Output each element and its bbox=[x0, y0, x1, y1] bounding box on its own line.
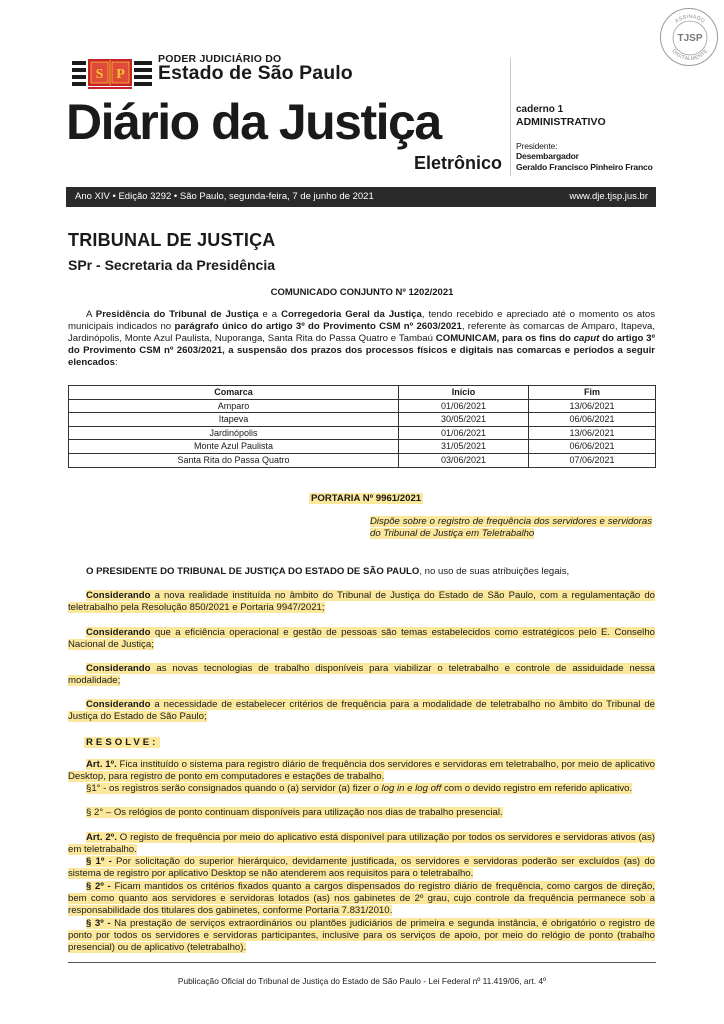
portaria-title: PORTARIA Nº 9961/2021 bbox=[311, 493, 422, 504]
cell-inicio: 03/06/2021 bbox=[399, 453, 529, 467]
col-header-inicio: Início bbox=[399, 386, 529, 400]
considerando-paragraph: Considerando que a eficiência operacional e gestão de pessoas são temas estabelecidos como estratégicos pelo E. Conselho Nacional de Justiça; bbox=[68, 627, 655, 651]
considerando-paragraph: Considerando as novas tecnologias de trabalho disponíveis para viabilizar o teletrabalho e controle de assiduidade nessa modalidade; bbox=[68, 663, 655, 687]
president-block bbox=[516, 141, 653, 172]
president-title: Desembargador bbox=[516, 151, 579, 162]
footer-text: Publicação Oficial do Tribunal de Justiça do Estado de São Paulo - Lei Federal nº 11.419/06, art. 4º bbox=[177, 976, 547, 986]
considerando-paragraph: Considerando a nova realidade instituída no âmbito do Tribunal de Justiça do Estado de São Paulo, com a regulamentação do teletrabalho pela Resolução 850/2021 e Portaria 9947/2021; bbox=[68, 590, 655, 614]
cell-fim: 06/06/2021 bbox=[529, 440, 656, 454]
article-1-paragraph-2: § 2° – Os relógios de ponto continuam disponíveis para utilização nos dias de trabalho presencial. bbox=[86, 807, 503, 818]
president-label: Presidente: bbox=[516, 141, 558, 151]
table-row bbox=[69, 399, 656, 413]
article-2-paragraph-3: § 3º - Na prestação de serviços extraordinários ou plantões judiciários de primeira e segunda instância, é obrigatório o registro de ponto por todos os servidores e servidoras participantes, inclusive para os serviços de apoio, por meio do relógio de ponto (trabalho presencial) ou de aplicativo (teletrabalho). bbox=[68, 918, 656, 954]
col-header-fim: Fim bbox=[529, 386, 656, 400]
org-line-1: PODER JUDICIÁRIO DO bbox=[158, 53, 282, 65]
considerando-paragraph: Considerando a necessidade de estabelecer critérios de frequência para a modalidade de teletrabalho no âmbito do Tribunal de Justiça do Estado de São Paulo; bbox=[68, 699, 655, 723]
cell-comarca: Itapeva bbox=[69, 413, 399, 427]
cell-fim: 13/06/2021 bbox=[529, 426, 656, 440]
comarcas-table bbox=[68, 385, 656, 468]
org-line-2: Estado de São Paulo bbox=[158, 62, 353, 84]
cell-comarca: Amparo bbox=[69, 399, 399, 413]
digital-signature-seal bbox=[660, 8, 718, 66]
portaria-ementa: Dispõe sobre o registro de frequência dos servidores e servidoras do Tribunal de Justiça em Teletrabalho bbox=[370, 516, 652, 540]
resolve-heading: RESOLVE: bbox=[86, 737, 159, 748]
cell-inicio: 30/05/2021 bbox=[399, 413, 529, 427]
footer-divider bbox=[68, 962, 656, 963]
table-row bbox=[69, 453, 656, 467]
article-2-paragraph-2: § 2º - Ficam mantidos os critérios fixados quanto a cargos dispensados do registro diário de frequência, como cargos de direção, bem como quanto aos servidores e servidoras lotados (as) nos gabinetes de 2º grau, cujo controle da frequência permanece sob a responsabilidade dos titulares dos gabinetes, conforme Portaria 7.831/2010. bbox=[68, 881, 655, 917]
section-subtitle: SPr - Secretaria da Presidência bbox=[68, 257, 275, 273]
caderno-number: caderno 1 bbox=[516, 104, 564, 115]
cell-comarca: Jardinópolis bbox=[69, 426, 399, 440]
comunicado-paragraph: A Presidência do Tribunal de Justiça e a Corregedoria Geral da Justiça, tendo recebido e apreciado até o momento os atos municipais indicados no parágrafo único do artigo 3º do Provimento CSM nº 2603/2021, referente às comarcas de Amparo, Itapeva, Jardinópolis, Monte Azul Paulista, Nuporanga, Santa Rita do Passa Quatro e Tambaú COMUNICAM, para os fins do caput do artigo 3º do Provimento CSM nº 2603/2021, a suspensão dos prazos dos processos físicos e digitais nas comarcas e períodos a seguir elencados: bbox=[68, 309, 656, 369]
col-header-comarca: Comarca bbox=[69, 386, 399, 400]
article-1: Art. 1º. Fica instituído o sistema para registro diário de frequência dos servidores e servidoras em teletrabalho, por meio de aplicativo Desktop, para registro de ponto em computadores e estações de trabalho. bbox=[68, 759, 655, 783]
svg-text:ASSINADO bbox=[674, 14, 706, 25]
article-1-paragraph-1: §1° - os registros serão consignados quando o (a) servidor (a) fizer o log in e log off com o devido registro em referido aplicativo. bbox=[86, 783, 633, 794]
svg-text:S: S bbox=[95, 67, 104, 82]
article-2-paragraph-1: § 1º - Por solicitação do superior hierárquico, devidamente justificada, os servidores e servidoras poderão ser excluídos (as) do sistema de registro por aplicativo Desktop se não atenderem aos requisitos para o teletrabalho. bbox=[68, 856, 655, 880]
seal-center-text: TJSP bbox=[677, 33, 703, 44]
section-title: TRIBUNAL DE JUSTIÇA bbox=[68, 230, 276, 250]
president-name: Geraldo Francisco Pinheiro Franco bbox=[516, 161, 653, 172]
comunicado-title: COMUNICADO CONJUNTO Nº 1202/2021 bbox=[270, 287, 454, 298]
caderno-label bbox=[516, 104, 606, 128]
cell-fim: 07/06/2021 bbox=[529, 453, 656, 467]
journal-title: Diário da Justiça bbox=[66, 94, 441, 150]
seal-bottom-text: DIGITALMENTE bbox=[670, 48, 710, 63]
cell-fim: 13/06/2021 bbox=[529, 399, 656, 413]
table-header-row bbox=[69, 386, 656, 400]
article-2: Art. 2º. O registo de frequência por meio do aplicativo está disponível para utilização por todos os servidores e servidoras ativos (as) em teletrabalho. bbox=[68, 832, 656, 856]
cell-inicio: 31/05/2021 bbox=[399, 440, 529, 454]
site-url[interactable]: www.dje.tjsp.jus.br bbox=[569, 191, 648, 202]
cell-comarca: Monte Azul Paulista bbox=[69, 440, 399, 454]
cell-fim: 06/06/2021 bbox=[529, 413, 656, 427]
tjsp-emblem-logo bbox=[72, 54, 152, 90]
header-divider bbox=[510, 58, 511, 176]
table-row bbox=[69, 413, 656, 427]
edition-info: Ano XIV • Edição 3292 • São Paulo, segunda-feira, 7 de junho de 2021 bbox=[75, 191, 374, 202]
cell-comarca: Santa Rita do Passa Quatro bbox=[69, 453, 399, 467]
edition-bar bbox=[66, 187, 656, 207]
caderno-name: ADMINISTRATIVO bbox=[516, 115, 606, 128]
table-row bbox=[69, 440, 656, 454]
cell-inicio: 01/06/2021 bbox=[399, 399, 529, 413]
portaria-preamble: O PRESIDENTE DO TRIBUNAL DE JUSTIÇA DO ESTADO DE SÃO PAULO, no uso de suas atribuições legais, bbox=[86, 566, 570, 577]
svg-text:P: P bbox=[116, 67, 125, 82]
cell-inicio: 01/06/2021 bbox=[399, 426, 529, 440]
journal-subtitle: Eletrônico bbox=[413, 153, 502, 173]
seal-top-text: ASSINADO bbox=[674, 13, 706, 25]
table-row bbox=[69, 426, 656, 440]
